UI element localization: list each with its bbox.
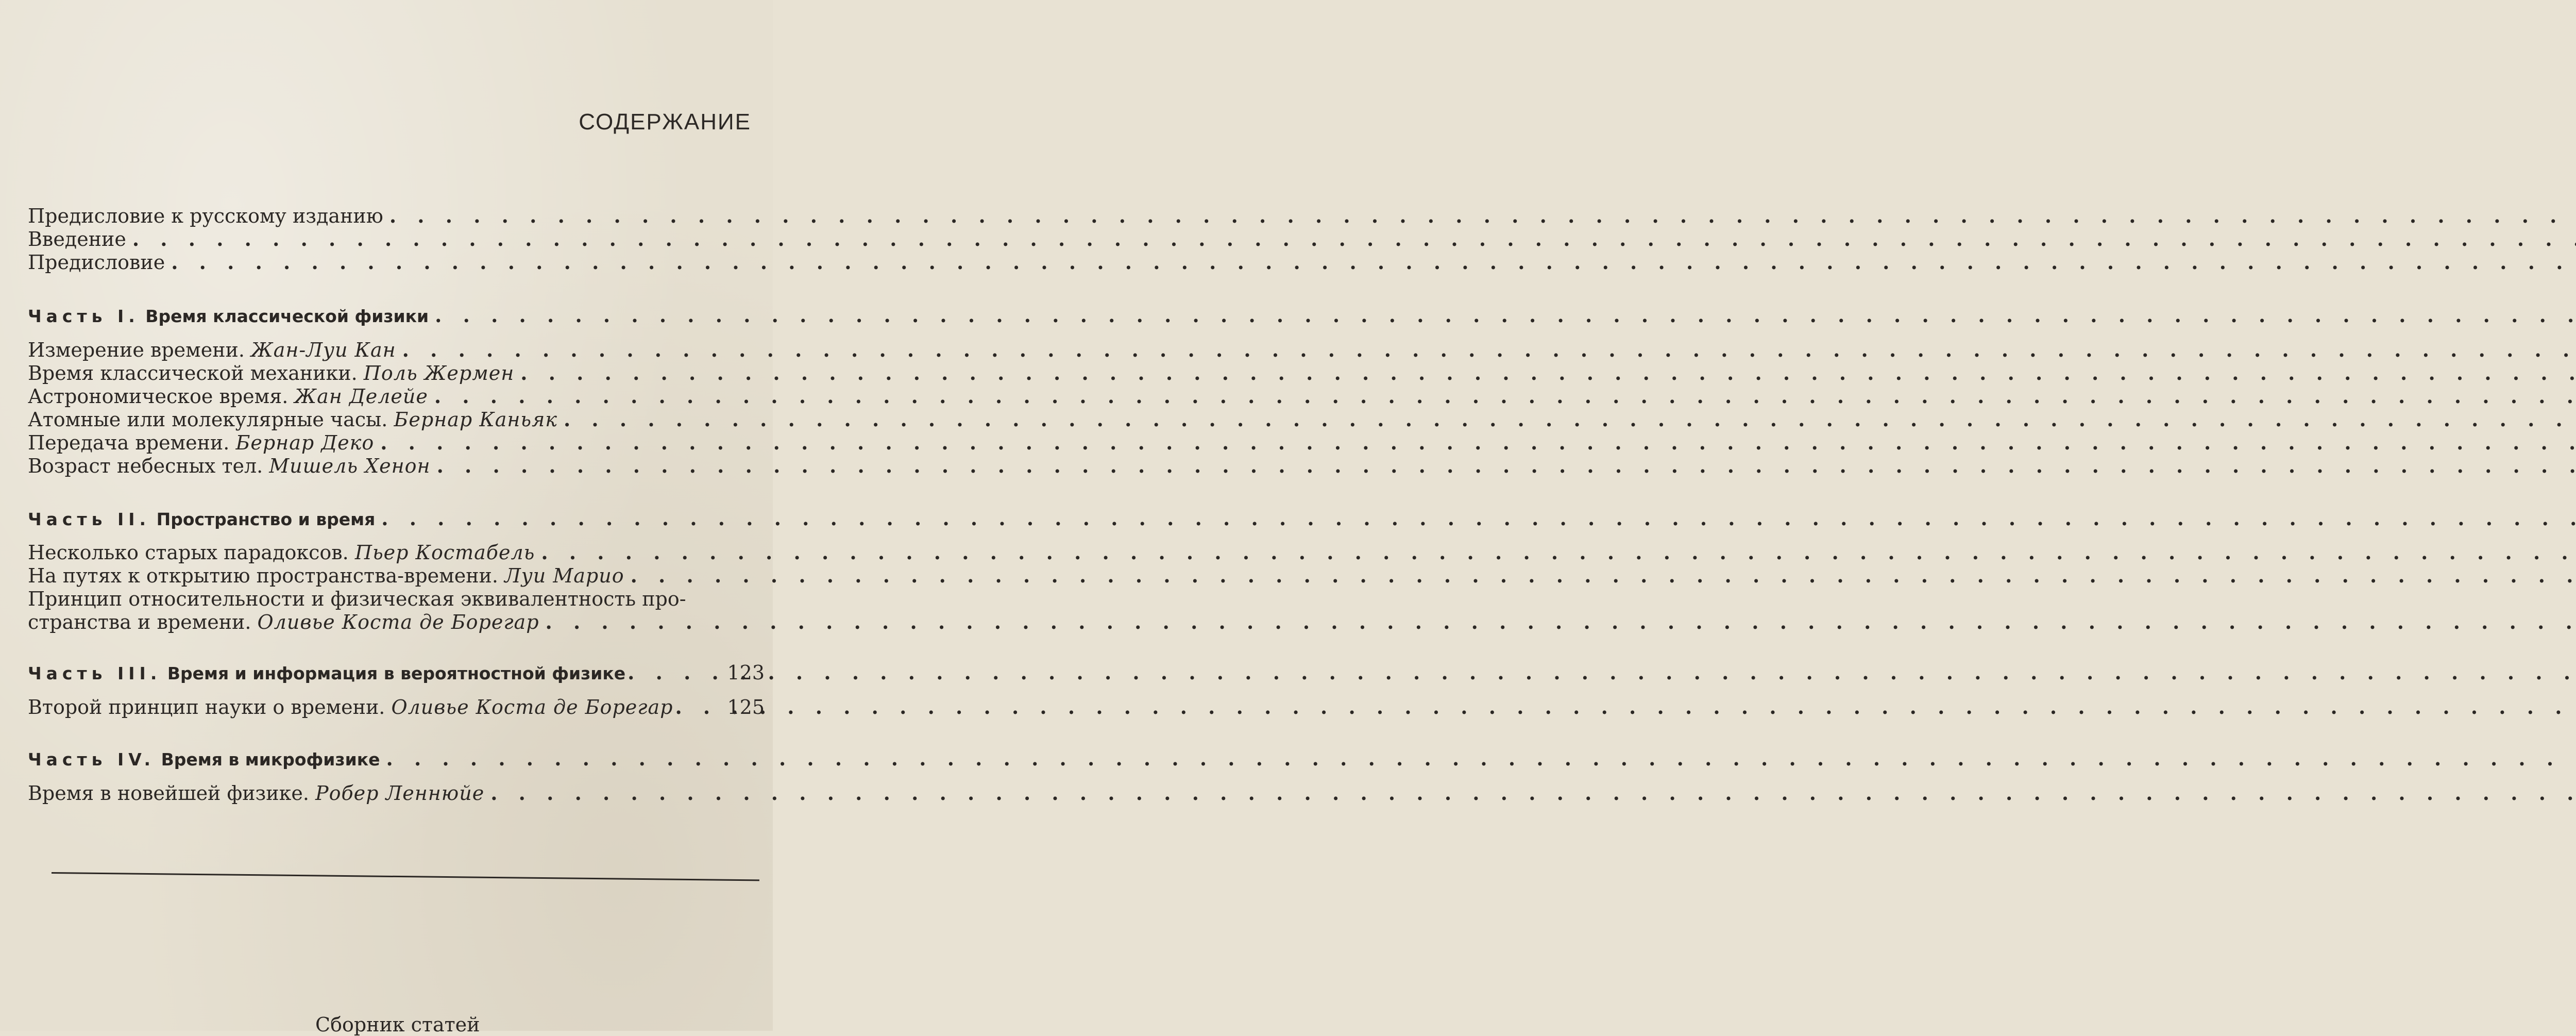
toc-page-number: 125: [727, 696, 765, 718]
toc-entry-author: Жан Делейе: [294, 385, 428, 408]
dot-leader: [490, 782, 2576, 805]
toc-entry-author: Поль Жермен: [363, 362, 515, 385]
toc-part-2: [28, 507, 765, 531]
dot-leader: [402, 339, 2576, 361]
toc-entry-introduction: [28, 228, 765, 250]
toc-entry: [28, 362, 765, 385]
dot-leader: [389, 205, 2576, 227]
toc-entry: [28, 564, 765, 587]
toc-entry: [28, 408, 765, 431]
part-title: Время классической физики: [145, 306, 429, 326]
dot-leader: [564, 408, 2576, 431]
toc-entry-title: Астрономическое время.: [28, 385, 289, 408]
footer-caption: Сборник статей: [315, 1013, 480, 1036]
toc-entry-title: На путях к открытию пространства-времени.: [28, 564, 498, 587]
dot-leader: [171, 251, 2576, 274]
toc-entry: [28, 611, 765, 633]
dot-leader: [520, 362, 2576, 385]
toc-entry: [28, 455, 765, 477]
dot-leader: [381, 507, 2576, 530]
toc-entry-title-continuation: странства и времени.: [28, 611, 251, 633]
toc-entry-author: Оливье Коста де Борегар: [391, 696, 673, 718]
toc-entry-title: Время в новейшей физике.: [28, 782, 309, 805]
toc-entry: [28, 696, 765, 718]
part-title: Время в микрофизике: [161, 749, 380, 770]
toc-entry-title: Принцип относительности и физическая эквивалентность про-: [28, 588, 686, 610]
toc-entry-author: Бернар Деко: [235, 431, 375, 454]
toc-entry-title: Возраст небесных тел.: [28, 455, 263, 477]
book-page: [0, 0, 773, 1036]
toc-entry-title: Введение: [28, 228, 126, 250]
part-label: Часть IV.: [28, 749, 156, 770]
toc-entry-author: Робер Леннюйе: [315, 782, 485, 805]
part-label: Часть II.: [28, 509, 151, 529]
toc-entry: [28, 385, 765, 408]
toc-entry: [28, 541, 765, 564]
toc-entry: [28, 339, 765, 361]
horizontal-rule: [52, 872, 759, 881]
toc-entry-author: Оливье Коста де Борегар: [257, 611, 539, 633]
toc-entry-title: Несколько старых парадоксов.: [28, 541, 349, 564]
dot-leader: [434, 385, 2576, 408]
toc-entry-title: Предисловие к русскому изданию: [28, 205, 383, 227]
toc-entry-title: Измерение времени.: [28, 339, 245, 361]
toc-part-1: [28, 304, 765, 328]
dot-leader: [675, 696, 725, 718]
toc-page-number: 123: [727, 661, 765, 684]
dot-leader: [132, 228, 2576, 250]
toc-entry-title: Предисловие: [28, 251, 165, 274]
toc-part-4: [28, 747, 765, 771]
part-label: Часть III.: [28, 663, 162, 683]
toc-entry: [28, 782, 765, 805]
toc-entry-title: Второй принцип науки о времени.: [28, 696, 385, 718]
toc-part-3: [28, 661, 765, 685]
page-title: СОДЕРЖАНИЕ: [579, 109, 751, 135]
dot-leader: [628, 661, 725, 684]
dot-leader: [437, 455, 2576, 477]
toc-entry-preface: [28, 251, 765, 274]
toc-entry-author: Мишель Хенон: [269, 455, 431, 477]
toc-entry-author: Бернар Каньяк: [394, 408, 557, 431]
toc-entry-preface-russian: [28, 205, 765, 227]
part-label: Часть I.: [28, 306, 140, 326]
dot-leader: [546, 611, 2576, 633]
dot-leader: [386, 747, 2576, 770]
dot-leader: [435, 304, 2576, 327]
toc-entry-author: Пьер Костабель: [354, 541, 535, 564]
toc-entry-author: Жан-Луи Кан: [251, 339, 396, 361]
part-title: Время и информация в вероятностной физике: [167, 663, 626, 683]
part-title: Пространство и время: [156, 509, 376, 529]
dot-leader: [541, 541, 2576, 564]
toc-entry: [28, 431, 765, 454]
toc-entry-title: Время классической механики.: [28, 362, 358, 385]
toc-entry-author: Луи Марио: [504, 564, 624, 587]
dot-leader: [380, 431, 2576, 454]
dot-leader: [631, 564, 2576, 587]
toc-entry-title: Передача времени.: [28, 431, 230, 454]
toc-entry-title: Атомные или молекулярные часы.: [28, 408, 388, 431]
